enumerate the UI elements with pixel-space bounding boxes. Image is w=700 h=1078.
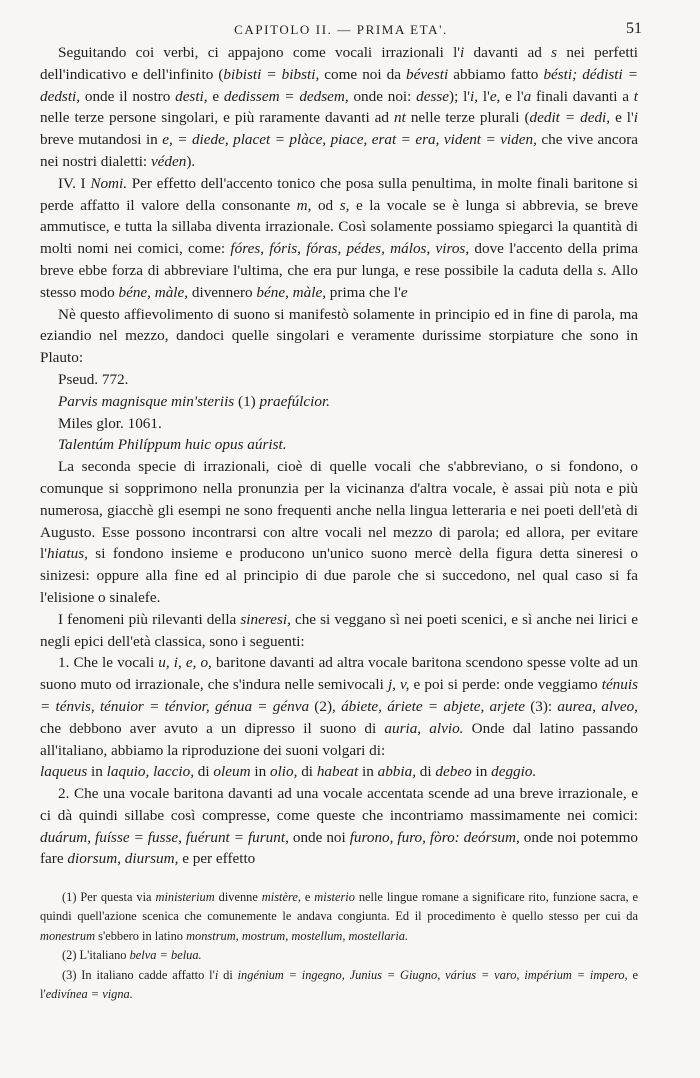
running-title: CAPITOLO II. — PRIMA ETA'. (234, 22, 448, 37)
footnote-3: (3) In italiano cadde affatto l'i di ingénium = ingegno, Junius = Giugno, várius = varo, impérium = impero, e l'edivínea = vigna. (40, 967, 638, 1002)
quote-verse-pseudolus: Parvis magnisque min'steriis (1) praefúlcior. (58, 392, 330, 410)
paragraph-examples: laqueus in laquio, laccio, di oleum in olio, di habeat in abbia, di debeo in deggio. (40, 763, 537, 781)
footnote-1: (1) Per questa via ministerium divenne mistère, e misterio nelle lingue romane a significare rito, funzione sacra, e quindi quell'azione scenica che comunemente le andava congiunta. Ed il procedimento è quello stesso per cui da monestrum s'ebbero in latino monstrum, mostrum, mostellum, mostellaria. (40, 890, 639, 943)
paragraph-point-2: 2. Che una vocale baritona davanti ad una vocale accentata scende ad una breve irrazionale, e ci dà quindi sillabe così compresse, come queste che incontriamo massimamente nei comici: duárum, fuísse = fusse, fuérunt = furunt, onde noi furono, furo, fòro: deórsum, onde noi potemmo fare diorsum, diursum, e per effetto (40, 785, 638, 868)
paragraph-sineresi: I fenomeni più rilevanti della sineresi, che si veggano sì nei poeti scenici, e sì anche nei lirici e negli epici dell'età classica, sono i seguenti: (40, 610, 638, 650)
paragraph-plauto: Nè questo affievolimento di suono si manifestò solamente in principio ed in fine di parola, ma eziandio nel mezzo, dandoci quelle singolari e veramente durissime storpiature che sono in Plauto: (40, 305, 638, 367)
paragraph-nomi: IV. I Nomi. Per effetto dell'accento tonico che posa sulla penultima, in molte finali baritone si perde affatto il valore della consonante m, od s, e la vocale se è lunga si abbrevia, se breve ammutisce, e tutta la sillaba diventa irrazionale. Così solamente possiamo spiegarci la quantità di molti nomi nei comici, come: fóres, fóris, fóras, pédes, málos, viros, dove l'accento della prima breve ebbe forza di abbreviare l'ultima, che era pur lunga, e rese possibile la caduta della s. Allo stesso modo béne, màle, divennero béne, màle, prima che l'e (40, 174, 638, 301)
page-header (40, 22, 642, 42)
paragraph-verbs: Seguitando coi verbi, ci appajono come vocali irrazionali l'i davanti ad s nei perfetti dell'indicativo e dell'infinito (bibisti = bibsti, come noi da bévesti abbiamo fatto bésti; dédisti = dedsti, onde il nostro desti, e dedissem = dedsem, onde noi: desse); l'i, l'e, e l'a finali davanti a t nelle terze persone singolari, e più raramente davanti ad nt nelle terze plurali (dedit = dedi, e l'i breve mutandosi in e, = diede, placet = plàce, piace, erat = era, vident = viden, che vive ancora nei nostri dialetti: véden). (40, 44, 639, 170)
quote-reference-miles: Miles glor. 1061. (58, 414, 162, 432)
paragraph-seconda-specie: La seconda specie di irrazionali, cioè di quelle vocali che s'abbreviano, o si fondono, o comunque si sopprimono nella pronunzia per la vicinanza d'altra vocale, è assai più nota e più numerosa, giacchè gli esempi ne sono frequenti anche nella lingua letteraria e nei poeti dell'età di Augusto. Esse possono incontrarsi con altre vocali nel mezzo di parola; ed allora, per evitare l'hiatus, si fondono insieme e producono un'unico suono mercè della figura detta sineresi o sinizesi: oppure alla fine ed al principio di due parole che si succedono, nel qual caso si fa l'elisione o sinalefe. (40, 458, 638, 606)
page-number: 51 (626, 20, 642, 37)
quote-verse-miles: Talentúm Philíppum huic opus aúrist. (58, 436, 287, 454)
footnotes (40, 888, 638, 1004)
paragraph-point-1: 1. Che le vocali u, i, e, o, baritone davanti ad altra vocale baritona scendono spesse volte ad un suono muto od irrazionale, che s'indura nelle semivocali j, v, e poi si perde: onde veggiamo ténuis = ténvis, ténuior = ténvior, génua = génva (2), ábiete, áriete = abjete, arjete (3): aurea, alveo, che debbono aver avuto a un dipresso il suono di auria, alvio. Onde dal latino passando all'italiano, abbiamo la riproduzione dei suoni volgari di: (40, 654, 639, 759)
footnote-2: (2) L'italiano belva = belua. (62, 948, 202, 963)
body-text (40, 42, 638, 870)
quote-reference-pseudolus: Pseud. 772. (58, 370, 129, 388)
